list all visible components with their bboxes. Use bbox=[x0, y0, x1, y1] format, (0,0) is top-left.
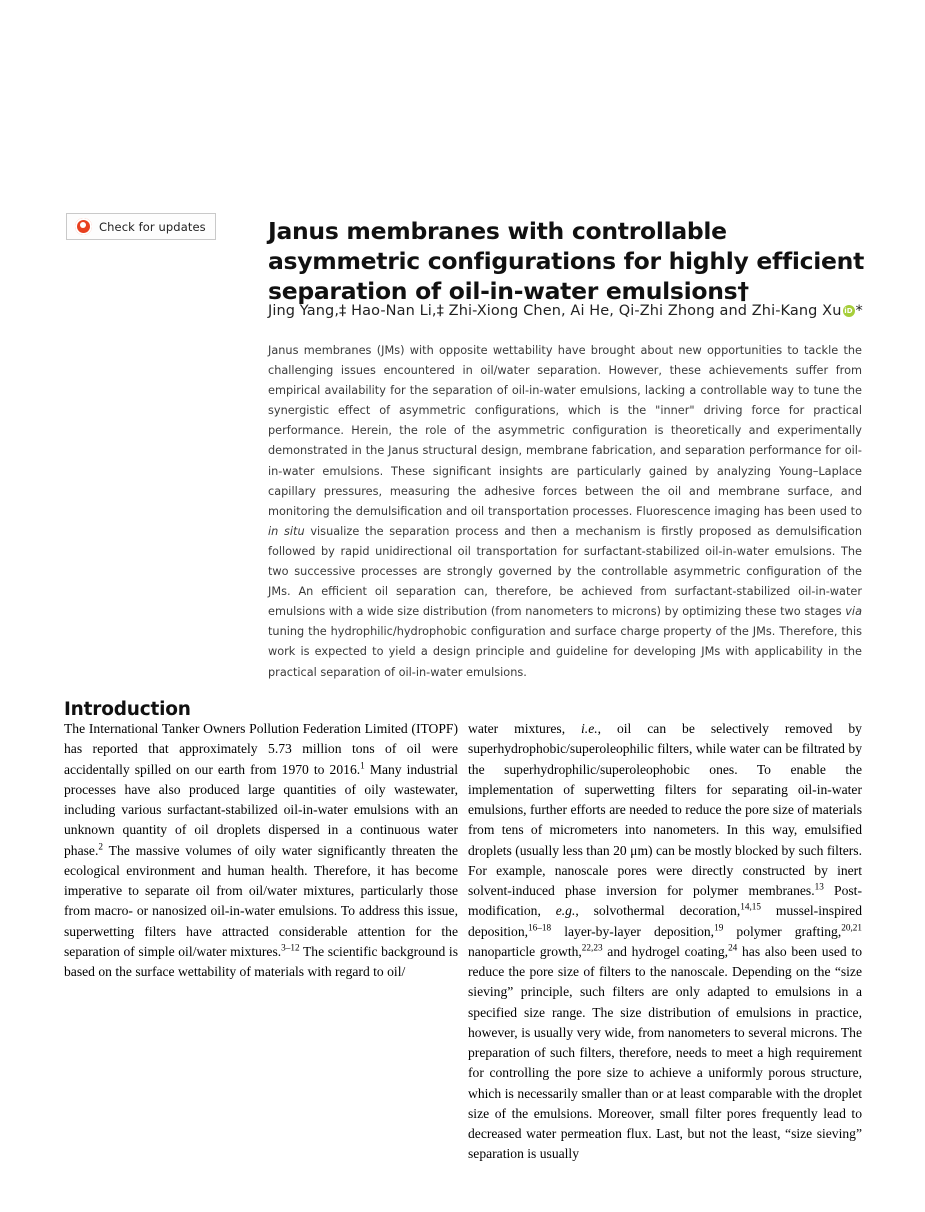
check-for-updates-badge[interactable] bbox=[66, 213, 216, 240]
text-right-italic-ie: i.e. bbox=[581, 721, 598, 736]
text-right-6: layer-by-layer deposition, bbox=[551, 923, 715, 939]
citation-ref-3[interactable]: 3–12 bbox=[281, 942, 300, 953]
text-right-7: polymer grafting, bbox=[723, 923, 842, 939]
abstract-part-2: visualize the separation process and then a mechanism is firstly proposed as demulsification followed by rapid unidirectional oil transportation for surfactant-stabilized oil-in-water emulsions. The two successive processes are strongly governed by the controllable asymmetric configuration of the JMs. An efficient oil separation can, therefore, be achieved from surfactant-stabilized oil-in-water emulsions with a wide size distribution (from nanometers to microns) by optimizing these two stages bbox=[268, 524, 862, 619]
paragraph-intro-right bbox=[468, 719, 862, 1165]
citation-ref-13[interactable]: 13 bbox=[814, 881, 824, 892]
text-left-4: The scientific background is based on the surface wettability of materials with regard to oil/ bbox=[64, 943, 459, 979]
check-for-updates-label: Check for updates bbox=[99, 219, 206, 234]
author-names: Jing Yang,‡ Hao-Nan Li,‡ Zhi-Xiong Chen, Ai He, Qi-Zhi Zhong and Zhi-Kang Xu bbox=[268, 303, 842, 319]
abstract-italic-via: via bbox=[845, 605, 862, 619]
body-column-left bbox=[64, 719, 458, 982]
citation-ref-14-15[interactable]: 14,15 bbox=[740, 901, 762, 912]
text-right-10: has also been used to reduce the pore size of filters to the nanoscale. Depending on the “size sieving” principle, such filters are only adapted to emulsions in a specified size range. The size distribution of emulsions in practice, however, is usually very wide, from nanometers to several microns. The preparation of such filters, therefore, needs to meet a high requirement for controlling the pore size to achieve a uniformly porous structure, which is necessarily smaller than or at least comparable with the droplet size of the emulsions. Moreover, small filter pores frequently lead to decreased water permeation flux. Last, but not the least, “size sieving” separation is usually bbox=[468, 943, 862, 1162]
text-right-9: and hydrogel coating, bbox=[602, 943, 729, 959]
abstract-part-1: Janus membranes (JMs) with opposite wettability have brought about new opportunities to tackle the challenging issues encountered in oil/water separation. However, these achievements suffer from empirical availability for the separation of oil-in-water emulsions, lacking a controllable way to tune the synergistic effect of asymmetric configurations, which is the "inner" driving force for practical performance. Herein, the role of the asymmetric configuration is theoretically and experimentally demonstrated in the Janus structural design, membrane fabrication, and separation performance for oil-in-water emulsions. These significant insights are particularly gained by analyzing Young–Laplace capillary pressures, measuring the adhesive forces between the oil and membrane surface, and monitoring the demulsification and oil transportation processes. Fluorescence imaging has been used to bbox=[268, 344, 862, 518]
citation-ref-1[interactable]: 1 bbox=[360, 759, 365, 770]
page-title: Janus membranes with controllable asymmetric configurations for highly efficient separation of oil-in-water emulsions† bbox=[268, 216, 865, 305]
abstract bbox=[268, 341, 862, 683]
text-left-2: Many industrial processes have also produced large quantities of oily wastewater, including various surfactant-stabilized oil-in-water emulsions with an unknown quantity of oil droplets dispersed in a continuous water phase. bbox=[64, 761, 458, 858]
citation-ref-2[interactable]: 2 bbox=[98, 840, 103, 851]
citation-ref-19[interactable]: 19 bbox=[714, 921, 724, 932]
text-right-3: Post-modification, bbox=[468, 883, 862, 919]
citation-ref-20-21[interactable]: 20,21 bbox=[841, 921, 863, 932]
abstract-italic-insitu: in situ bbox=[268, 524, 305, 538]
section-heading-introduction: Introduction bbox=[64, 699, 191, 721]
citation-ref-24[interactable]: 24 bbox=[728, 942, 738, 953]
text-left-3: The massive volumes of oily water significantly threaten the ecological environment and human health. Therefore, it has become imperative to separate oil from oil/water mixtures, particularly those from macro- or nanosized oil-in-water emulsions. To address this issue, superwetting filters have attracted considerable attention for the separation of simple oil/water mixtures. bbox=[64, 842, 458, 959]
text-right-2: , oil can be selectively removed by superhydrophobic/superoleophilic filters, while water can be filtrated by the superhydrophilic/superoleophobic ones. To enable the implementation of superwetting filters for separating oil-in-water emulsions, further efforts are needed to reduce the pore size of materials from tens of micrometers into nanometers. In this way, emulsified droplets (usually less than 20 μm) can be mostly blocked by such filters. For example, nanoscale pores were directly constructed by inert solvent-induced phase inversion for polymer membranes. bbox=[468, 721, 862, 898]
text-right-1: water mixtures, bbox=[468, 721, 582, 736]
text-right-5: mussel-inspired deposition, bbox=[468, 903, 862, 939]
text-left-1: The International Tanker Owners Pollution Federation Limited (ITOPF) has reported that approximately 5.73 million tons of oil were accidentally spilled on our earth from 1970 to 2016. bbox=[64, 721, 458, 777]
abstract-part-3: tuning the hydrophilic/hydrophobic configuration and surface charge property of the JMs. Therefore, this work is expected to yield a design principle and guideline for developing JMs with applicability in the practical separation of oil-in-water emulsions. bbox=[268, 625, 862, 679]
author-list bbox=[268, 303, 878, 319]
text-right-italic-eg: e.g. bbox=[555, 903, 576, 919]
text-right-4: , solvothermal decoration, bbox=[575, 903, 741, 919]
citation-ref-22-23[interactable]: 22,23 bbox=[581, 942, 603, 953]
refresh-circle-icon bbox=[75, 218, 92, 235]
paragraph-intro-left bbox=[64, 719, 458, 982]
citation-ref-16-18[interactable]: 16–18 bbox=[528, 921, 552, 932]
corresponding-author-mark: * bbox=[855, 303, 863, 319]
body-column-right bbox=[468, 719, 862, 1165]
orcid-icon[interactable] bbox=[843, 305, 855, 317]
text-right-8: nanoparticle growth, bbox=[468, 943, 582, 959]
